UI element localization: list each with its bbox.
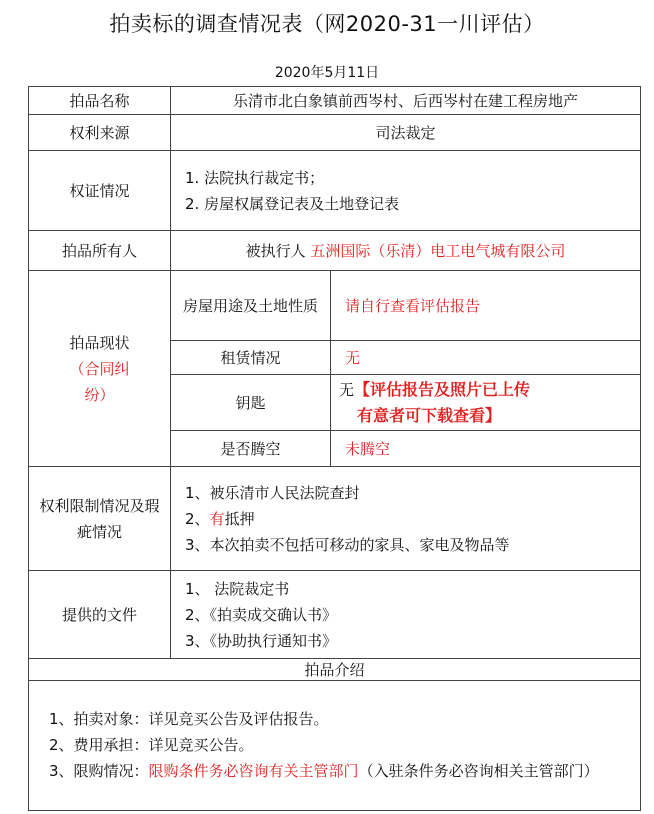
intro-header: 拍品介绍 <box>29 659 641 681</box>
item-name-value: 乐清市北白象镇前西岑村、后西岑村在建工程房地产 <box>171 87 641 115</box>
keys-note-line1: 【评估报告及照片已上传 <box>354 379 531 399</box>
rights-source-label: 权利来源 <box>29 115 171 151</box>
status-note: （合同纠纷） <box>69 359 130 404</box>
owner-company: 五洲国际（乐清）电工电气城有限公司 <box>310 242 566 260</box>
keys-value <box>331 375 641 431</box>
intro-line-2: 2、费用承担：详见竞买公告。 <box>49 736 254 754</box>
row-restrictions <box>29 467 641 571</box>
certificate-item-2: 2. 房屋权属登记表及土地登记表 <box>185 194 400 213</box>
owner-label: 拍品所有人 <box>29 231 171 271</box>
lease-label: 租赁情况 <box>171 341 331 375</box>
restriction-item-2-red: 有 <box>209 509 225 528</box>
owner-value <box>171 231 641 271</box>
certificate-item-1: 1. 法院执行裁定书； <box>185 168 325 187</box>
restrictions-list <box>171 467 641 571</box>
intro-line-1: 1、拍卖对象：详见竞买公告及评估报告。 <box>49 710 329 728</box>
owner-prefix: 被执行人 <box>245 242 311 260</box>
intro-line-3-rest: （入驻条件务必咨询相关主管部门） <box>358 762 599 780</box>
vacated-value: 未腾空 <box>331 431 641 467</box>
usage-value: 请自行查看评估报告 <box>331 271 641 341</box>
page-title: 拍卖标的调查情况表（网2020-31一川评估） <box>109 12 545 36</box>
restriction-item-3: 3、本次拍卖不包括可移动的家具、家电及物品等 <box>185 535 510 554</box>
lease-value: 无 <box>331 341 641 375</box>
rights-source-value: 司法裁定 <box>171 115 641 151</box>
restriction-item-2 <box>185 506 634 532</box>
intro-line-3-prefix: 3、限购情况： <box>49 762 149 780</box>
restrictions-label: 权利限制情况及瑕疵情况 <box>29 467 171 571</box>
item-name-label: 拍品名称 <box>29 87 171 115</box>
certificate-label: 权证情况 <box>29 151 171 231</box>
restriction-item-2-num: 2、 <box>185 509 210 528</box>
usage-label: 房屋用途及土地性质 <box>171 271 331 341</box>
row-documents <box>29 571 641 659</box>
keys-label: 钥匙 <box>171 375 331 431</box>
document-item-1: 1、 法院裁定书 <box>185 579 290 598</box>
row-status-usage <box>29 271 641 341</box>
keys-note-line2: 有意者可下载查看】 <box>357 405 502 425</box>
status-label: 拍品现状 <box>69 333 130 352</box>
documents-label: 提供的文件 <box>29 571 171 659</box>
intro-line-3-red: 限购条件务必咨询有关主管部门 <box>148 762 359 780</box>
restriction-item-1: 1、被乐清市人民法院查封 <box>185 483 360 502</box>
intro-line-3 <box>37 758 632 785</box>
row-intro-body <box>29 681 641 811</box>
document-item-3: 3、《协助执行通知书》 <box>185 631 338 650</box>
row-certificate <box>29 151 641 231</box>
row-intro-header <box>29 659 641 681</box>
status-label-cell <box>29 271 171 467</box>
intro-body <box>29 681 641 811</box>
vacated-label: 是否腾空 <box>171 431 331 467</box>
certificate-list <box>171 151 641 231</box>
keys-prefix: 无 <box>339 380 355 399</box>
report-date: 2020年5月11日 <box>274 65 380 81</box>
restriction-item-2-rest: 抵押 <box>224 509 255 528</box>
auction-survey-table <box>28 86 641 811</box>
documents-list <box>171 571 641 659</box>
document-item-2: 2、《拍卖成交确认书》 <box>185 605 338 624</box>
row-owner <box>29 231 641 271</box>
row-item-name <box>29 87 641 115</box>
row-rights-source <box>29 115 641 151</box>
